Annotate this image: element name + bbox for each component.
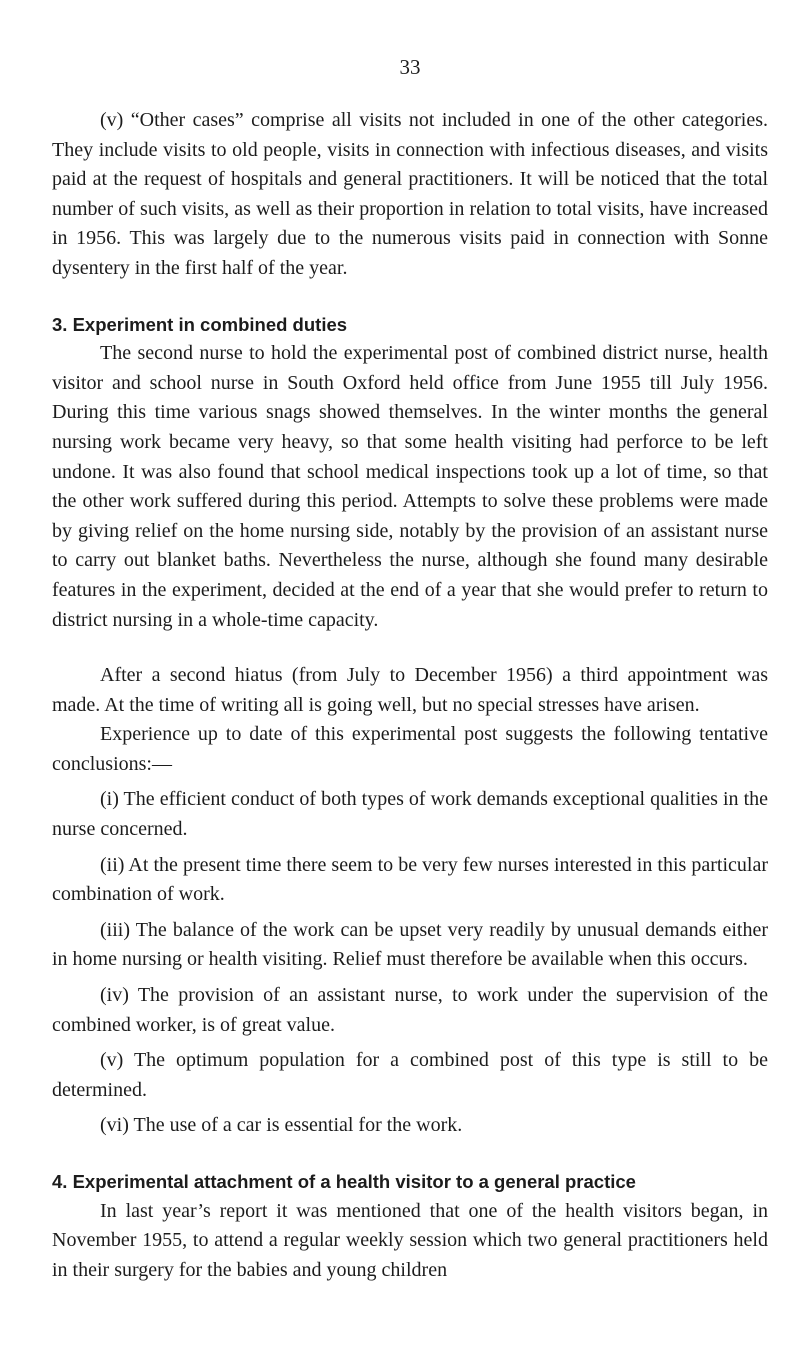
conclusion-item: (iii) The balance of the work can be upset very readily by unusual demands either in home nursing or health visiting. Relief must therefore be available when this occurs. <box>52 918 768 971</box>
document-page <box>52 56 768 1285</box>
conclusion-item: (ii) At the present time there seem to be very few nurses interested in this particular combination of work. <box>52 853 768 906</box>
page-number: 33 <box>399 55 421 79</box>
section-3-paragraph-2: After a second hiatus (from July to December 1956) a third appointment was made. At the time of writing all is going well, but no special stresses have arisen. <box>52 664 768 716</box>
spacer <box>52 284 768 310</box>
section-3-paragraph-1: The second nurse to hold the experimental post of combined district nurse, health visitor and school nurse in South Oxford held office from June 1955 till July 1956. During this time various snags showed themselves. In the winter months the general nursing work became very heavy, so that some health visiting had perforce to be left undone. It was also found that school medical inspections took up a lot of time, so that the other work suffered during this period. Attempts to solve these problems were made by giving relief on the home nursing side, notably by the provision of an assistant nurse to carry out blanket baths. Nevertheless the nurse, although she found many desirable features in the experiment, decided at the end of a year that she would prefer to return to district nursing in a whole-time capacity. <box>52 342 768 631</box>
conclusion-item: (i) The efficient conduct of both types of work demands exceptional qualities in the nurse concerned. <box>52 788 768 841</box>
conclusion-item: (vi) The use of a car is essential for the work. <box>100 1114 463 1137</box>
section-3-heading: 3. Experiment in combined duties <box>52 313 348 335</box>
conclusion-item: (v) The optimum population for a combined post of this type is still to be determined. <box>52 1049 768 1101</box>
section-3-paragraph-3: Experience up to date of this experimental post suggests the following tentative conclusions:— <box>52 723 768 775</box>
spacer <box>52 635 768 661</box>
conclusions-list <box>52 779 768 1141</box>
paragraph-other-cases: (v) “Other cases” comprise all visits not included in one of the other categories. They include visits to old people, visits in connection with infectious diseases, and visits paid at the request of hospitals and general practitioners. It will be noticed that the total number of such visits, as well as their proportion in relation to total visits, have increased in 1956. This was largely due to the numerous visits paid in connection with Sonne dysentery in the first half of the year. <box>52 109 768 279</box>
section-4-paragraph-1: In last year’s report it was mentioned that one of the health visitors began, in November 1955, to attend a regular weekly session which two general practitioners held in their surgery for the babies and young children <box>52 1199 768 1281</box>
conclusion-item: (iv) The provision of an assistant nurse, to work under the supervision of the combined worker, is of great value. <box>52 984 768 1036</box>
section-4-heading: 4. Experimental attachment of a health visitor to a general practice <box>52 1171 636 1192</box>
spacer <box>52 1141 768 1167</box>
